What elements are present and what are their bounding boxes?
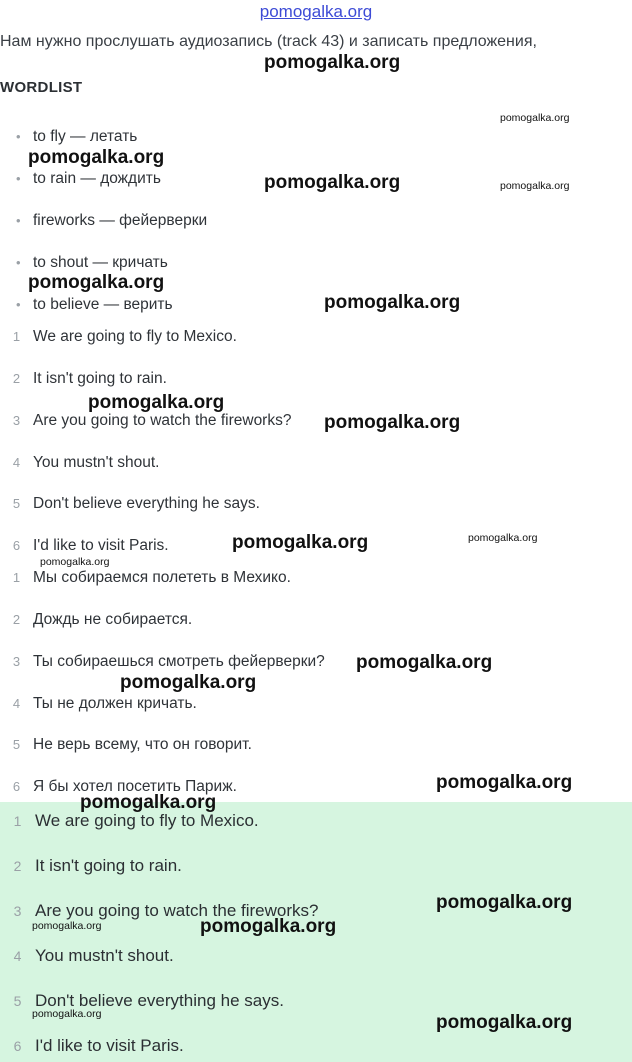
intro-text: Нам нужно прослушать аудиозапись (track 43) и записать предложения, bbox=[0, 33, 537, 50]
wordlist-title: WORDLIST bbox=[0, 79, 83, 96]
watermark: pomogalka.org bbox=[200, 916, 337, 937]
list-item: 1 We are going to fly to Mexico. bbox=[12, 328, 237, 345]
list-item: 6 Я бы хотел посетить Париж. bbox=[12, 778, 237, 795]
list-item: 5 Don't believe everything he says. bbox=[12, 495, 260, 512]
watermark: pomogalka.org bbox=[264, 52, 401, 73]
watermark: pomogalka.org bbox=[28, 147, 165, 168]
site-link[interactable]: pomogalka.org bbox=[259, 2, 373, 21]
bullet-icon: • bbox=[16, 129, 21, 144]
wordlist-item: • to rain — дождить bbox=[16, 170, 161, 187]
list-item: 1 We are going to fly to Mexico. bbox=[13, 811, 259, 830]
watermark: pomogalka.org bbox=[324, 292, 461, 313]
bullet-icon: • bbox=[16, 171, 21, 186]
watermark: pomogalka.org bbox=[120, 672, 257, 693]
wordlist-item: • to shout — кричать bbox=[16, 254, 168, 271]
list-item: 1 Мы собираемся полететь в Мехико. bbox=[12, 569, 291, 586]
watermark: pomogalka.org bbox=[40, 556, 110, 568]
watermark: pomogalka.org bbox=[32, 920, 102, 932]
watermark: pomogalka.org bbox=[500, 112, 570, 124]
wordlist-item: • to fly — летать bbox=[16, 128, 138, 145]
list-item: 6 I'd like to visit Paris. bbox=[13, 1036, 184, 1055]
watermark: pomogalka.org bbox=[436, 892, 573, 913]
list-item: 4 You mustn't shout. bbox=[12, 454, 160, 471]
watermark: pomogalka.org bbox=[436, 1012, 573, 1033]
list-item: 3 Are you going to watch the fireworks? bbox=[12, 412, 292, 429]
watermark: pomogalka.org bbox=[468, 532, 538, 544]
list-item: 3 Are you going to watch the fireworks? bbox=[13, 901, 319, 920]
bullet-icon: • bbox=[16, 297, 21, 312]
watermark: pomogalka.org bbox=[32, 1008, 102, 1020]
watermark: pomogalka.org bbox=[500, 180, 570, 192]
list-item: 4 Ты не должен кричать. bbox=[12, 695, 197, 712]
list-item: 2 It isn't going to rain. bbox=[13, 856, 182, 875]
list-item: 2 Дождь не собирается. bbox=[12, 611, 193, 628]
watermark: pomogalka.org bbox=[264, 172, 401, 193]
bullet-icon: • bbox=[16, 255, 21, 270]
list-item: 3 Ты собираешься смотреть фейерверки? bbox=[12, 653, 325, 670]
bullet-icon: • bbox=[16, 213, 21, 228]
watermark: pomogalka.org bbox=[88, 392, 225, 413]
watermark: pomogalka.org bbox=[324, 412, 461, 433]
watermark: pomogalka.org bbox=[28, 272, 165, 293]
watermark: pomogalka.org bbox=[232, 532, 369, 553]
watermark: pomogalka.org bbox=[80, 792, 217, 813]
wordlist-item: • to believe — верить bbox=[16, 296, 173, 313]
list-item: 5 Не верь всему, что он говорит. bbox=[12, 736, 252, 753]
watermark: pomogalka.org bbox=[436, 772, 573, 793]
list-item: 6 I'd like to visit Paris. bbox=[12, 537, 169, 554]
list-item: 2 It isn't going to rain. bbox=[12, 370, 167, 387]
list-item: 5 Don't believe everything he says. bbox=[13, 991, 284, 1010]
list-item: 4 You mustn't shout. bbox=[13, 946, 174, 965]
watermark: pomogalka.org bbox=[356, 652, 493, 673]
wordlist-item: • fireworks — фейерверки bbox=[16, 212, 208, 229]
